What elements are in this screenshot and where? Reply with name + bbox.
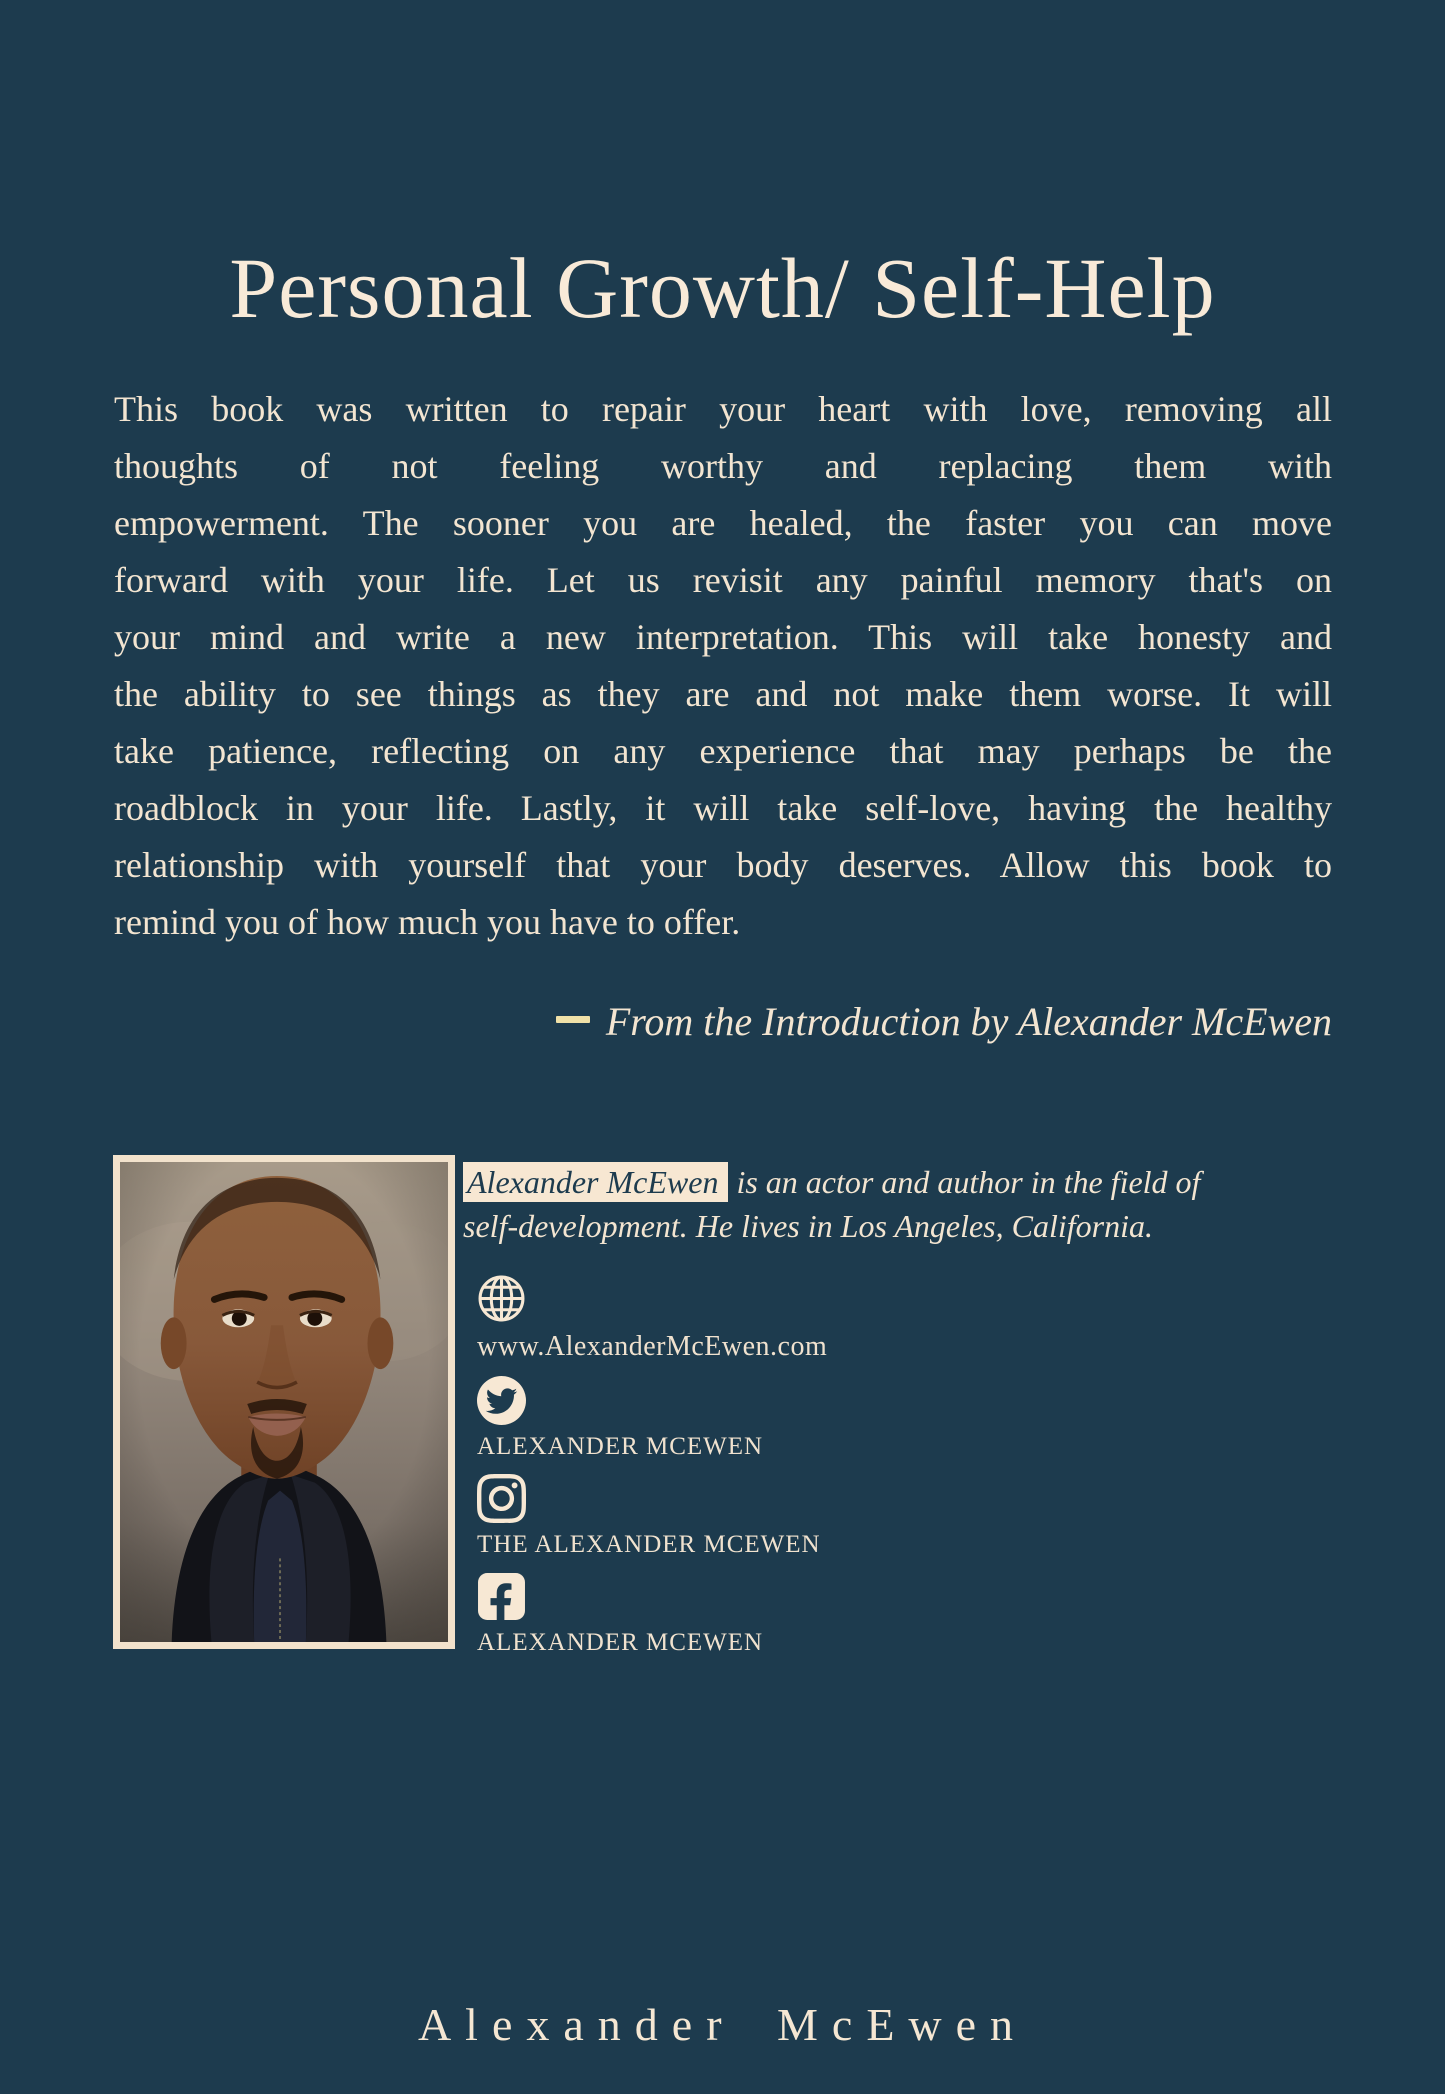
author-photo xyxy=(113,1155,455,1649)
blurb-line: thoughts of not feeling worthy and replacing them with xyxy=(114,446,1332,486)
website-url: www.AlexanderMcEwen.com xyxy=(477,1331,828,1362)
instagram-link xyxy=(477,1474,827,1559)
facebook-icon xyxy=(477,1572,526,1621)
facebook-link xyxy=(477,1572,827,1657)
instagram-icon xyxy=(477,1474,526,1523)
author-name-highlight: Alexander McEwen xyxy=(463,1162,728,1202)
website-link xyxy=(477,1274,827,1363)
blurb-line: take patience, reflecting on any experience that may perhaps be the xyxy=(114,731,1332,771)
blurb-line: your mind and write a new interpretation. This will take honesty and xyxy=(114,617,1332,657)
twitter-icon xyxy=(477,1376,526,1425)
book-blurb xyxy=(114,381,1332,951)
facebook-handle: ALEXANDER MCEWEN xyxy=(477,1629,764,1656)
twitter-handle: ALEXANDER MCEWEN xyxy=(477,1433,764,1460)
globe-icon xyxy=(477,1274,526,1323)
twitter-link xyxy=(477,1376,827,1461)
blurb-line: relationship with yourself that your body deserves. Allow this book to xyxy=(114,845,1332,885)
blurb-line: forward with your life. Let us revisit any painful memory that's on xyxy=(114,560,1332,600)
category-title: Personal Growth/ Self-Help xyxy=(229,240,1216,336)
author-bio-line1: is an actor and author in the field of xyxy=(728,1164,1201,1200)
blurb-line: the ability to see things as they are and not make them worse. It will xyxy=(114,674,1332,714)
author-links xyxy=(477,1274,827,1670)
blurb-line: empowerment. The sooner you are healed, the faster you can move xyxy=(114,503,1332,543)
instagram-handle: THE ALEXANDER MCEWEN xyxy=(477,1531,821,1558)
author-bio xyxy=(463,1160,1200,1248)
author-portrait-image xyxy=(120,1162,448,1642)
attribution-text: From the Introduction by Alexander McEwen xyxy=(605,999,1332,1044)
attribution-dash xyxy=(556,1016,590,1023)
blurb-line: remind you of how much you have to offer. xyxy=(114,902,741,942)
author-bio-line2: self-development. He lives in Los Angeles, California. xyxy=(463,1208,1153,1244)
blurb-line: roadblock in your life. Lastly, it will take self-love, having the healthy xyxy=(114,788,1332,828)
author-name-footer: Alexander McEwen xyxy=(417,1999,1028,2050)
attribution-line xyxy=(556,998,1332,1045)
blurb-line: This book was written to repair your heart with love, removing all xyxy=(114,389,1332,429)
